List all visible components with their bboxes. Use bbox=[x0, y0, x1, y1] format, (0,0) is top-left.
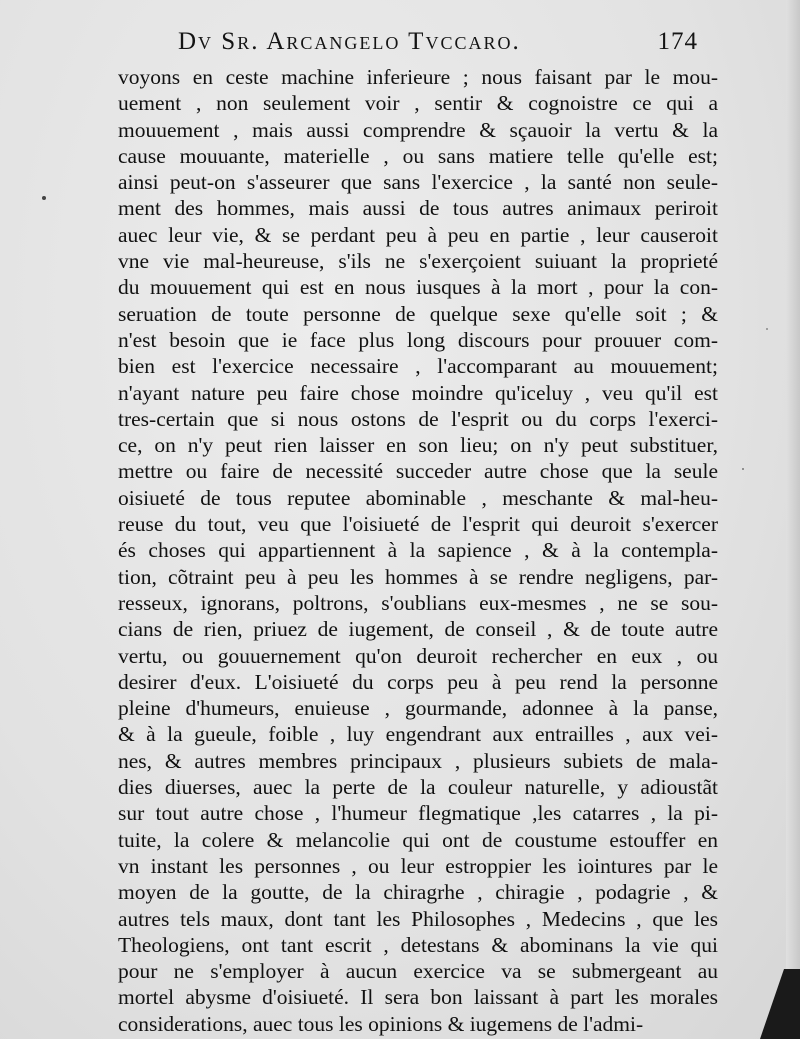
text-line: n'est besoin que ie face plus long discours pour prouuer com- bbox=[118, 327, 718, 352]
text-line: & à la gueule, foible , luy engendrant aux entrailles , aux vei- bbox=[118, 722, 718, 747]
ink-speck bbox=[742, 468, 744, 470]
running-header bbox=[178, 28, 698, 62]
text-line: mortel abysme d'oisiueté. Il sera bon laissant à part les morales bbox=[118, 985, 718, 1010]
text-line: és choses qui appartiennent à la sapience , & à la contempla- bbox=[118, 538, 718, 563]
text-line: resseux, ignorans, poltrons, s'oublians eux-mesmes , ne se sou- bbox=[118, 590, 718, 615]
text-line: moyen de la goutte, de la chiragrhe , chiragie , podagrie , & bbox=[118, 880, 718, 905]
text-line: vne vie mal-heureuse, s'ils ne s'exerçoient suiuant la proprieté bbox=[118, 249, 718, 274]
page-edge-shadow bbox=[786, 0, 800, 1039]
text-line: dies diuerses, auec la perte de la couleur naturelle, y adioustãt bbox=[118, 775, 718, 800]
text-line: nes, & autres membres principaux , plusieurs subiets de mala- bbox=[118, 748, 718, 773]
text-line: cians de rien, priuez de iugement, de conseil , & de toute autre bbox=[118, 617, 718, 642]
text-line: pour ne s'employer à aucun exercice va se submergeant au bbox=[118, 959, 718, 984]
text-line: pleine d'humeurs, enuieuse , gourmande, adonnee à la panse, bbox=[118, 696, 718, 721]
text-line: desirer d'eux. L'oisiueté du corps peu à peu rend la personne bbox=[118, 669, 718, 694]
text-line: tion, cõtraint peu à peu les hommes à se rendre negligens, par- bbox=[118, 564, 718, 589]
running-title: Dv Sr. Arcangelo Tvccaro. bbox=[178, 28, 521, 55]
text-line: ainsi peut-on s'asseurer que sans l'exercice , la santé non seule- bbox=[118, 170, 718, 195]
text-line: auec leur vie, & se perdant peu à peu en partie , leur causeroit bbox=[118, 222, 718, 247]
text-line: seruation de toute personne de quelque sexe qu'elle soit ; & bbox=[118, 301, 718, 326]
text-line: vertu, ou gouuernement qu'on deuroit rechercher en eux , ou bbox=[118, 643, 718, 668]
dark-corner-background bbox=[760, 969, 800, 1039]
text-line: n'ayant nature peu faire chose moindre qu'iceluy , veu qu'il est bbox=[118, 380, 718, 405]
text-line: du mouuement qui est en nous iusques à la mort , pour la con- bbox=[118, 275, 718, 300]
body-text-block bbox=[118, 64, 718, 1037]
text-line: tres-certain que si nous ostons de l'esprit ou du corps l'exerci- bbox=[118, 406, 718, 431]
text-line: bien est l'exercice necessaire , l'accomparant au mouuement; bbox=[118, 354, 718, 379]
text-line: mouuement , mais aussi comprendre & sçauoir la vertu & la bbox=[118, 117, 718, 142]
text-line: oisiueté de tous reputee abominable , meschante & mal-heu- bbox=[118, 485, 718, 510]
text-line: autres tels maux, dont tant les Philosophes , Medecins , que les bbox=[118, 906, 718, 931]
text-line: ment des hommes, mais aussi de tous autres animaux periroit bbox=[118, 196, 718, 221]
ink-speck bbox=[42, 196, 46, 200]
text-line: ce, on n'y peut rien laisser en son lieu; on n'y peut substituer, bbox=[118, 433, 718, 458]
text-line: sur tout autre chose , l'humeur flegmatique ,les catarres , la pi- bbox=[118, 801, 718, 826]
text-line: considerations, auec tous les opinions & iugemens de l'admi- bbox=[118, 1011, 644, 1036]
text-line: mettre ou faire de necessité succeder autre chose que la seule bbox=[118, 459, 718, 484]
text-line: tuite, la colere & melancolie qui ont de coustume estouffer en bbox=[118, 827, 718, 852]
ink-speck bbox=[766, 328, 768, 330]
text-line: cause mouuante, materielle , ou sans matiere telle qu'elle est; bbox=[118, 143, 718, 168]
page-number: 174 bbox=[657, 28, 698, 55]
text-line: voyons en ceste machine inferieure ; nous faisant par le mou- bbox=[118, 65, 718, 89]
text-line: vn instant les personnes , ou leur estroppier les iointures par le bbox=[118, 853, 718, 878]
text-line: uement , non seulement voir , sentir & cognoistre ce qui a bbox=[118, 91, 718, 116]
text-line: reuse du tout, veu que l'oisiueté de l'esprit qui deuroit s'exercer bbox=[118, 512, 718, 537]
text-line: Theologiens, ont tant escrit , detestans & abominans la vie qui bbox=[118, 932, 718, 957]
